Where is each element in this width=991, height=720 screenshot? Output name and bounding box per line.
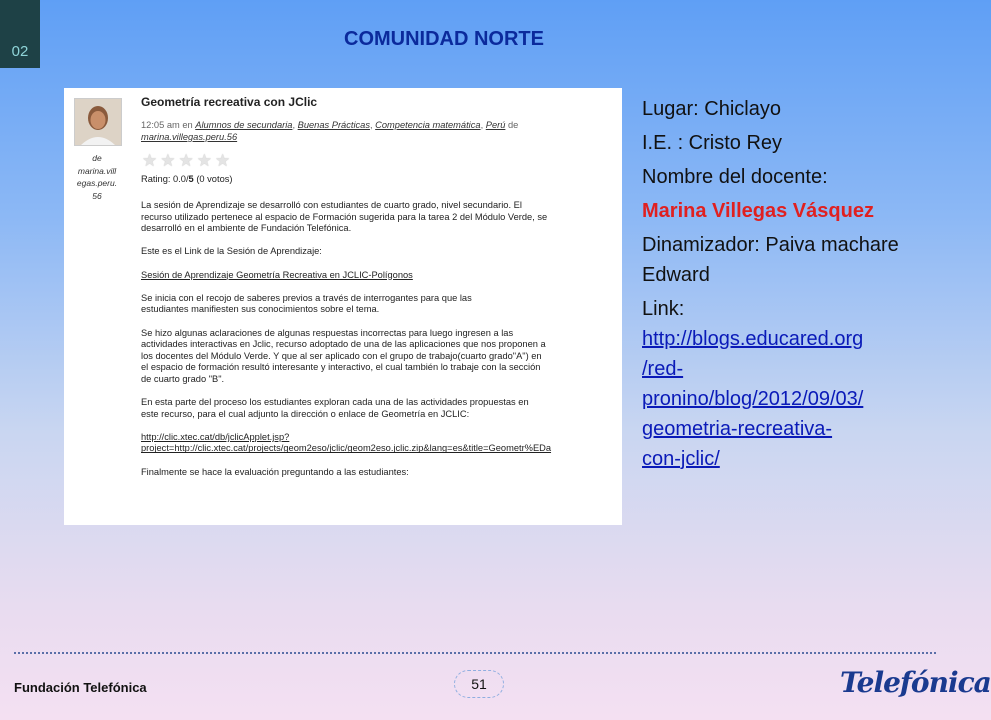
post-paragraph [141,293,611,316]
category-link[interactable]: Buenas Prácticas [297,120,370,130]
category-link[interactable]: Alumnos de secundaria [195,120,293,130]
rating-text [141,174,232,186]
link-line: con-jclic/ [642,448,720,470]
star-icon[interactable]: ★ [142,151,158,170]
star-icon[interactable]: ★ [215,151,231,170]
paragraph-line: este recurso, para el cual adjunto la dirección o enlace de Geometría en JCLIC: [141,408,470,419]
paragraph-line: actividades interactivas en Jclic, recurso adoptado de una de las aplicaciones que nos proponen a [141,339,546,350]
post-time: 12:05 am en [141,120,193,130]
paragraph-line: desarrolló en el ambiente de Fundación Telefónica. [141,223,352,234]
blog-link[interactable] [642,324,952,474]
docente-label: Nombre del docente: [642,166,828,188]
author-link[interactable]: marina.villegas.peru.56 [141,132,238,142]
link-block [642,294,952,474]
footer-org: Fundación Telefónica [14,680,147,695]
post-link[interactable] [141,432,611,455]
byline-line: egas.peru. [76,178,118,188]
post-link[interactable] [141,270,611,282]
info-panel [642,94,952,478]
star-icon[interactable]: ★ [196,151,212,170]
star-icon[interactable]: ★ [178,151,194,170]
blog-post-screenshot [64,88,622,525]
rating-prefix: Rating: 0.0/ [141,174,189,184]
slide-number: 02 [11,43,29,60]
post-paragraph [141,246,611,258]
paragraph-line: project=http://clic.xtec.cat/projects/geom2eso/jclic/geom2eso.jclic.zip&lang=es&title=Geometr%EDa [141,443,552,454]
author-avatar [74,98,122,146]
link-label: Link: [642,298,685,320]
post-meta: 12:05 am en Alumnos de secundaria, Buenas Prácticas, Competencia matemática, Perú de marina.villegas.peru.56 [141,120,519,142]
link-line: pronino/blog/2012/09/03/ [642,388,864,410]
post-body [141,200,611,490]
meta-de: de [507,120,519,130]
rating-votes: (0 votos) [196,174,233,184]
post-paragraph [141,467,611,479]
paragraph-line: Se inicia con el recojo de saberes previos a través de interrogantes para que las [141,292,472,303]
byline-line: 56 [92,190,102,201]
slide-number-badge [0,0,40,68]
docente-name: Marina Villegas Vásquez [642,200,874,222]
star-icon[interactable]: ★ [160,151,176,170]
paragraph-line: Este es el Link de la Sesión de Aprendizaje: [141,246,322,257]
slide-title: COMUNIDAD NORTE [344,28,544,50]
institucion: I.E. : Cristo Rey [642,132,783,154]
byline-line: de [92,153,102,163]
paragraph-line: La sesión de Aprendizaje se desarrolló con estudiantes de cuarto grado, nivel secundario. El [141,200,522,210]
link-line: geometria-recreativa- [642,418,833,440]
paragraph-line: Se hizo algunas aclaraciones de algunas respuestas incorrectas para luego ingresen a las [141,327,514,338]
paragraph-line: Finalmente se hace la evaluación preguntando a las estudiantes: [141,466,409,477]
dinamizador: Dinamizador: Paiva machare Edward [642,234,899,286]
post-title: Geometría recreativa con JClic [141,95,318,109]
rating-stars[interactable] [142,152,230,170]
post-paragraph [141,397,611,420]
category-link[interactable]: Perú [485,120,506,130]
page-number: 51 [454,670,504,698]
post-paragraph [141,328,611,386]
paragraph-line: estudiantes manifiesten sus conocimientos sobre el tema. [141,304,380,315]
paragraph-line: En esta parte del proceso los estudiantes exploran cada una de las actividades propuestas en [141,397,529,408]
author-byline [68,152,126,202]
paragraph-line: los docentes del Módulo Verde. Y que al ser aplicado con el grupo de trabajo(cuarto grado"A") en [141,350,542,361]
rating-max: 5 [188,174,194,184]
paragraph-line: http://clic.xtec.cat/db/jclicApplet.jsp? [141,431,290,442]
paragraph-line: el espacio de formación resultó interesante y interactivo, el cual también lo trabaje con la sección [141,362,541,373]
footer-divider [14,652,936,654]
link-line: /red- [642,358,684,380]
link-line: http://blogs.educared.org [642,328,864,350]
paragraph-line: recurso utilizado pertenece al espacio de Formación sugerida para la tarea 2 del Módulo Verde, se [141,211,548,222]
lugar: Lugar: Chiclayo [642,98,781,120]
paragraph-line: Sesión de Aprendizaje Geometría Recreativa en JCLIC-Polígonos [141,269,413,280]
post-paragraph [141,200,611,235]
byline-line: marina.vill [77,165,117,176]
category-link[interactable]: Competencia matemática [375,120,481,130]
paragraph-line: de cuarto grado "B". [141,373,225,384]
telefonica-logo: Telefónica [840,666,991,699]
